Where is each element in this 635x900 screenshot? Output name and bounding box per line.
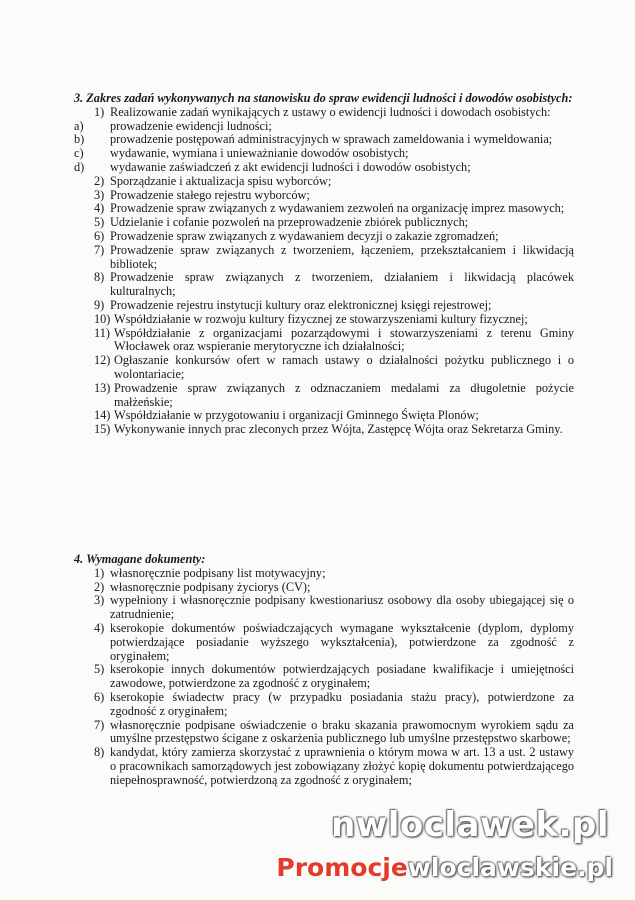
- list-item-number: 1): [94, 565, 105, 580]
- list-item-text: wydawanie, wymiana i unieważnianie dowodów osobistych;: [110, 146, 409, 161]
- list-item: [74, 299, 574, 313]
- list-item-text: własnoręcznie podpisany list motywacyjny;: [110, 565, 326, 580]
- list-item-number: a): [74, 118, 84, 133]
- section-4-heading: 4. Wymagane dokumenty:: [74, 552, 206, 566]
- list-item-text: Prowadzenie spraw związanych z wydawaniem zezwoleń na organizację imprez masowych;: [110, 201, 565, 216]
- list-item-text: Realizowanie zadań wynikających z ustawy o ewidencji ludności i dowodach osobistych:: [110, 104, 551, 119]
- list-item-number: 2): [94, 173, 105, 188]
- list-item-number: 4): [94, 620, 105, 635]
- list-item-number: 5): [94, 662, 105, 677]
- section-scope-of-duties: [74, 92, 574, 437]
- list-item-number: 8): [94, 270, 105, 285]
- list-item-number: 13): [94, 380, 111, 395]
- list-item-text: prowadzenie postępowań administracyjnych w sprawach zameldowania i wymeldowania;: [110, 132, 553, 147]
- list-item-number: 15): [94, 422, 111, 437]
- list-item-number: 7): [94, 717, 105, 732]
- list-item: [74, 409, 574, 423]
- list-item: [74, 120, 574, 134]
- list-item-text: kserokopie innych dokumentów potwierdzających posiadane kwalifikacje i umiejętności zawodowe, potwierdzone za zgodność z oryginałem;: [110, 662, 574, 691]
- list-item-text: Prowadzenie stałego rejestru wyborców;: [110, 187, 310, 202]
- watermark-promo-accent: Promocje: [276, 853, 408, 882]
- list-item-number: 3): [94, 187, 105, 202]
- watermark-site-name: nwloclawek.pl: [331, 805, 609, 845]
- list-item-text: Prowadzenie spraw związanych z tworzeniem, działaniem i likwidacją placówek kulturalnych;: [110, 270, 574, 299]
- list-item: [74, 691, 574, 719]
- list-item-text: Współdziałanie z organizacjami pozarządowymi i stowarzyszeniami z terenu Gminy Włocławek oraz wspieranie merytoryczne ich działalności;: [114, 325, 574, 354]
- list-item-number: 8): [94, 745, 105, 760]
- list-item-number: 12): [94, 353, 111, 368]
- duties-list: [74, 106, 574, 437]
- list-item: [74, 746, 574, 787]
- list-item-number: 6): [94, 689, 105, 704]
- list-item: [74, 244, 574, 272]
- list-item-number: 1): [94, 104, 105, 119]
- list-item: [74, 175, 574, 189]
- list-item-number: 10): [94, 311, 111, 326]
- list-item: [74, 230, 574, 244]
- list-item: [74, 161, 574, 175]
- list-item-number: 2): [94, 579, 105, 594]
- list-item-number: b): [74, 132, 85, 147]
- list-item: [74, 354, 574, 382]
- list-item: [74, 594, 574, 622]
- list-item: [74, 622, 574, 663]
- list-item: [74, 216, 574, 230]
- list-item-number: 4): [94, 201, 105, 216]
- list-item-text: Prowadzenie spraw związanych z wydawaniem decyzji o zakazie zgromadzeń;: [110, 228, 499, 243]
- list-item-number: 7): [94, 242, 105, 257]
- list-item: [74, 202, 574, 216]
- list-item: [74, 147, 574, 161]
- list-item: [74, 133, 574, 147]
- section-3-heading: 3. Zakres zadań wykonywanych na stanowisku do spraw ewidencji ludności i dowodów osobistych:: [74, 91, 573, 105]
- list-item: [74, 313, 574, 327]
- list-item-text: własnoręcznie podpisane oświadczenie o braku skazania prawomocnym wyrokiem sądu za umyślne przestępstwo ścigane z oskarżenia publicznego lub umyślne przestępstwo skarbowe;: [110, 717, 574, 746]
- list-item-text: Współdziałanie w rozwoju kultury fizycznej ze stowarzyszeniami kultury fizycznej;: [114, 311, 528, 326]
- list-item-text: własnoręcznie podpisany życiorys (CV);: [110, 579, 311, 594]
- list-item-text: Prowadzenie rejestru instytucji kultury oraz elektronicznej księgi rejestrowej;: [110, 297, 492, 312]
- list-item-number: 14): [94, 408, 111, 423]
- list-item-text: wypełniony i własnoręcznie podpisany kwestionariusz osobowy dla osoby ubiegającej się o zatrudnienie;: [110, 593, 574, 622]
- list-item-number: 5): [94, 215, 105, 230]
- list-item: [74, 581, 574, 595]
- list-item: [74, 327, 574, 355]
- list-item-text: Udzielanie i cofanie pozwoleń na przeprowadzenie zbiórek publicznych;: [110, 215, 469, 230]
- list-item: [74, 189, 574, 203]
- list-item: [74, 423, 574, 437]
- watermark-promo-rest: wloclawskie.pl: [407, 853, 613, 882]
- list-item: [74, 663, 574, 691]
- list-item: [74, 567, 574, 581]
- list-item-text: Ogłaszanie konkursów ofert w ramach ustawy o działalności pożytku publicznego i o wolontariacie;: [114, 353, 574, 381]
- list-item-number: c): [74, 146, 84, 161]
- list-item: [74, 382, 574, 410]
- list-item-number: 9): [94, 297, 105, 312]
- list-item-text: kandydat, który zamierza skorzystać z uprawnienia o którym mowa w art. 13 a ust. 2 ustawy o pracownikach samorządowych jest zobowiązany złożyć kopię dokumentu potwierdzającego niepełnosprawność, potwierdzoną za zgodność z oryginałem;: [110, 745, 574, 787]
- list-item-text: wydawanie zaświadczeń z akt ewidencji ludności i dowodów osobistych;: [110, 159, 471, 174]
- list-item-number: 3): [94, 593, 105, 608]
- list-item-text: Wykonywanie innych prac zleconych przez Wójta, Zastępcę Wójta oraz Sekretarza Gminy.: [114, 422, 563, 437]
- list-item-number: 11): [94, 325, 110, 340]
- list-item-text: Prowadzenie spraw związanych z tworzeniem, łączeniem, przekształcaniem i likwidacją bibliotek;: [110, 242, 574, 271]
- list-item: [74, 719, 574, 747]
- list-item: [74, 271, 574, 299]
- list-item-text: kserokopie świadectw pracy (w przypadku posiadania stażu pracy), potwierdzone za zgodność z oryginałem;: [110, 689, 574, 718]
- section-required-documents: [74, 553, 574, 788]
- list-item-number: d): [74, 159, 85, 174]
- watermark-promo: [276, 853, 613, 882]
- list-item-number: 6): [94, 228, 105, 243]
- list-item-text: kserokopie dokumentów poświadczających wymagane wykształcenie (dyplom, dyplomy potwierdzające posiadanie wyższego wykształcenia), potwierdzone za zgodność z oryginałem;: [110, 620, 574, 663]
- list-item-text: Sporządzanie i aktualizacja spisu wyborców;: [110, 173, 332, 188]
- list-item-text: Prowadzenie spraw związanych z odznaczaniem medalami za długoletnie pożycie małżeńskie;: [114, 380, 574, 409]
- documents-list: [74, 567, 574, 788]
- list-item: [74, 106, 574, 120]
- list-item-text: prowadzenie ewidencji ludności;: [110, 118, 272, 133]
- list-item-text: Współdziałanie w przygotowaniu i organizacji Gminnego Święta Plonów;: [114, 408, 479, 423]
